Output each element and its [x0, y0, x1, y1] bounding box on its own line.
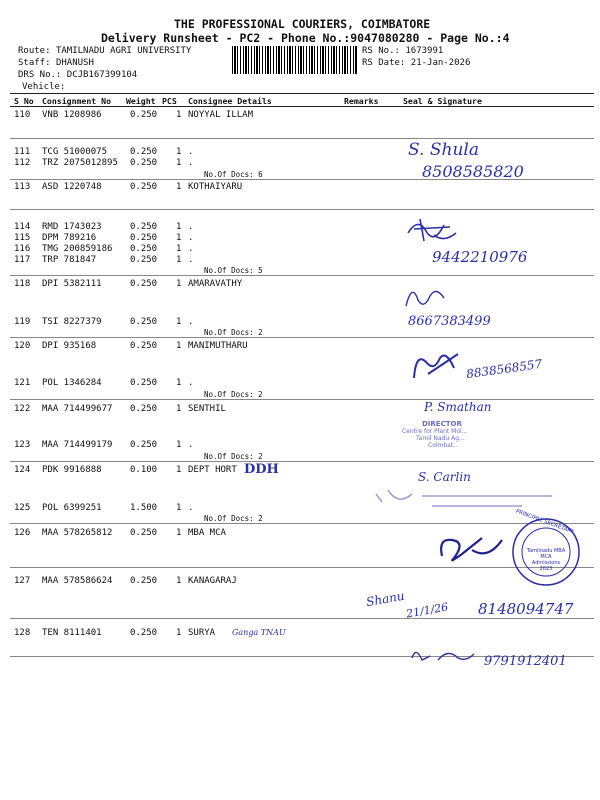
row-pcs: 1	[176, 255, 182, 265]
row-consignee: AMARAVATHY	[188, 279, 243, 289]
row-consignee: SENTHIL	[188, 404, 226, 414]
row-sno: 117	[14, 255, 31, 265]
row-pcs: 1	[176, 233, 182, 243]
col-sno: S No	[14, 96, 34, 106]
row-weight: 0.250	[130, 378, 158, 388]
row-sno: 121	[14, 378, 31, 388]
rs-no-value: 1673991	[405, 46, 444, 56]
row-sno: 119	[14, 317, 31, 327]
row-consignment: TEN 8111401	[42, 628, 102, 638]
row-sno: 118	[14, 279, 31, 289]
row-sno: 110	[14, 110, 31, 120]
row-pcs: 1	[176, 341, 182, 351]
col-seal: Seal & Signature	[403, 96, 482, 106]
row-divider	[10, 618, 594, 619]
stamp-title: DIRECTOR	[422, 420, 462, 428]
row-weight: 0.250	[130, 528, 158, 538]
table-row	[0, 440, 600, 452]
row-divider	[10, 138, 594, 139]
director-stamp	[402, 420, 467, 449]
table-row	[0, 404, 600, 416]
row-consignment: POL 1346284	[42, 378, 102, 388]
row-weight: 0.250	[130, 255, 158, 265]
row-sno: 123	[14, 440, 31, 450]
row-sno: 115	[14, 233, 31, 243]
row-pcs: 1	[176, 158, 182, 168]
signature-date: 21/1/26	[405, 600, 450, 621]
drs-value: DCJB167399104	[66, 70, 138, 80]
row-pcs: 1	[176, 378, 182, 388]
row-sno: 128	[14, 628, 31, 638]
row-consignee: KANAGARAJ	[188, 576, 237, 586]
row-consignee: .	[188, 440, 194, 450]
row-consignment: TMG 200859186	[42, 244, 113, 254]
signature-scribble	[404, 213, 464, 245]
table-row	[0, 628, 600, 640]
row-weight: 0.250	[130, 404, 158, 414]
row-weight: 0.250	[130, 341, 158, 351]
row-sno: 111	[14, 147, 31, 157]
table-row	[0, 110, 600, 122]
row-divider	[10, 209, 594, 210]
row-pcs: 1	[176, 222, 182, 232]
row-pcs: 1	[176, 404, 182, 414]
row-pcs: 1	[176, 182, 182, 192]
rs-no-line	[362, 46, 443, 56]
col-remarks: Remarks	[344, 96, 379, 106]
company-title: THE PROFESSIONAL COURIERS, COIMBATORE	[174, 17, 431, 31]
row-weight: 0.100	[130, 465, 158, 475]
row-consignee: .	[188, 158, 194, 168]
signature-name: S. Carlin	[418, 470, 471, 484]
barcode	[232, 46, 358, 74]
row-consignee: .	[188, 317, 194, 327]
signature-phone: 9791912401	[484, 654, 567, 669]
row-consignee: NOYYAL ILLAM	[188, 110, 254, 120]
table-row	[0, 182, 600, 194]
signature-scribble	[402, 280, 448, 312]
row-pcs: 1	[176, 317, 182, 327]
row-consignee: .	[188, 378, 194, 388]
docs-count: No.Of Docs: 2	[204, 514, 263, 523]
row-consignee: SURYA	[188, 628, 216, 638]
signature-name: S. Shula	[408, 140, 479, 160]
row-consignee: .	[188, 147, 194, 157]
signature-phone: 8148094747	[478, 600, 574, 618]
row-consignment: MAA 714499179	[42, 440, 113, 450]
row-pcs: 1	[176, 440, 182, 450]
table-row	[0, 341, 600, 353]
row-weight: 0.250	[130, 233, 158, 243]
signature-phone: 8508585820	[422, 162, 524, 181]
row-consignee: .	[188, 503, 194, 513]
row-pcs: 1	[176, 465, 182, 475]
staff-line	[18, 58, 94, 68]
row-weight: 0.250	[130, 244, 158, 254]
signature-phone: 8667383499	[408, 314, 491, 329]
rs-date-line	[362, 58, 470, 68]
stamp-line: Tamil Nadu Ag...	[416, 435, 465, 442]
row-weight: 0.250	[130, 110, 158, 120]
row-sno: 116	[14, 244, 31, 254]
principal-stamp-sub: Tamilnadu MBA MCA Admissions 2023	[526, 548, 566, 572]
row-consignment: MAA 578586624	[42, 576, 113, 586]
drs-line	[18, 70, 137, 80]
row-sno: 126	[14, 528, 31, 538]
col-consignee: Consignee Details	[188, 96, 272, 106]
route-line	[18, 46, 191, 56]
route-value: TAMILNADU AGRI UNIVERSITY	[55, 46, 192, 56]
docs-count: No.Of Docs: 2	[204, 328, 263, 337]
row-consignment: RMD 1743023	[42, 222, 102, 232]
row-weight: 1.500	[130, 503, 158, 513]
stamp-line: Coimbat...	[428, 442, 459, 449]
row-weight: 0.250	[130, 279, 158, 289]
row-consignee: .	[188, 233, 194, 243]
surya-note: Ganga TNAU	[232, 628, 286, 637]
stamp-line: Centre for Plant Mol...	[402, 428, 468, 435]
row-consignee: DEPT HORT	[188, 465, 237, 475]
office-stamp	[372, 486, 572, 512]
row-consignment: MAA 578265812	[42, 528, 113, 538]
docs-count: No.Of Docs: 6	[204, 170, 263, 179]
row-pcs: 1	[176, 576, 182, 586]
row-consignment: VNB 1208986	[42, 110, 102, 120]
principal-stamp-title: PRINCIPAL SECRETARY	[514, 508, 575, 536]
signature-phone: 8838568557	[465, 356, 543, 382]
drs-label: DRS No.:	[18, 70, 62, 80]
row-weight: 0.250	[130, 440, 158, 450]
row-divider	[10, 275, 594, 276]
table-row	[0, 465, 600, 477]
row-consignee: .	[188, 255, 194, 265]
row-pcs: 1	[176, 147, 182, 157]
row-sno: 120	[14, 341, 31, 351]
signature-phone: 9442210976	[432, 248, 528, 266]
signature-scribble	[408, 348, 464, 384]
row-sno: 113	[14, 182, 31, 192]
row-pcs: 1	[176, 279, 182, 289]
vehicle-label: Vehicle:	[22, 82, 66, 92]
table-row	[0, 279, 600, 291]
row-consignment: PDK 9916888	[42, 465, 102, 475]
route-label: Route:	[18, 46, 51, 56]
row-consignee: KOTHAIYARU	[188, 182, 243, 192]
row-consignment: TRZ 2075012895	[42, 158, 118, 168]
row-pcs: 1	[176, 528, 182, 538]
row-weight: 0.250	[130, 628, 158, 638]
header-rule-top	[10, 93, 594, 94]
row-weight: 0.250	[130, 147, 158, 157]
col-consignment: Consignment No	[42, 96, 112, 106]
row-consignee: MANIMUTHARU	[188, 341, 248, 351]
signature-scribble	[408, 642, 478, 666]
row-pcs: 1	[176, 628, 182, 638]
row-consignment: TSI 8227379	[42, 317, 102, 327]
staff-label: Staff:	[18, 58, 51, 68]
row-pcs: 1	[176, 503, 182, 513]
row-consignment: POL 6399251	[42, 503, 102, 513]
row-divider	[10, 399, 594, 400]
row-sno: 127	[14, 576, 31, 586]
row-sno: 112	[14, 158, 31, 168]
rs-no-label: RS No.:	[362, 46, 400, 56]
row-sno: 114	[14, 222, 31, 232]
row-consignee: MBA MCA	[188, 528, 226, 538]
row-sno: 122	[14, 404, 31, 414]
staff-value: DHANUSH	[55, 58, 94, 68]
col-pcs: PCS	[162, 96, 177, 106]
runsheet-subtitle: Delivery Runsheet - PC2 - Phone No.:9047080280 - Page No.:4	[101, 31, 510, 45]
row-consignment: DPI 935168	[42, 341, 97, 351]
ddh-note: DDH	[244, 462, 279, 477]
row-pcs: 1	[176, 110, 182, 120]
row-consignee: .	[188, 222, 194, 232]
row-weight: 0.250	[130, 222, 158, 232]
docs-count: No.Of Docs: 5	[204, 266, 263, 275]
row-consignment: TCG 51000075	[42, 147, 108, 157]
signature-scribble	[432, 530, 512, 570]
row-consignment: MAA 714499677	[42, 404, 113, 414]
col-weight: Weight	[126, 96, 156, 106]
row-consignment: DPM 789216	[42, 233, 97, 243]
row-weight: 0.250	[130, 576, 158, 586]
row-consignment: ASD 1220748	[42, 182, 102, 192]
signature-name: P. Smathan	[424, 400, 492, 414]
row-consignee: .	[188, 244, 194, 254]
rs-date-label: RS Date:	[362, 58, 406, 68]
row-pcs: 1	[176, 244, 182, 254]
rs-date-value: 21-Jan-2026	[410, 58, 471, 68]
row-consignment: DPI 5382111	[42, 279, 102, 289]
table-row	[0, 378, 600, 390]
row-divider	[10, 523, 594, 524]
row-sno: 124	[14, 465, 31, 475]
row-divider	[10, 337, 594, 338]
docs-count: No.Of Docs: 2	[204, 452, 263, 461]
table-row	[0, 317, 600, 329]
row-consignment: TRP 781847	[42, 255, 97, 265]
row-weight: 0.250	[130, 317, 158, 327]
row-sno: 125	[14, 503, 31, 513]
signature-name: Shanu	[365, 588, 406, 610]
row-divider	[10, 461, 594, 462]
row-weight: 0.250	[130, 182, 158, 192]
header-rule-bottom	[10, 106, 594, 107]
row-weight: 0.250	[130, 158, 158, 168]
docs-count: No.Of Docs: 2	[204, 390, 263, 399]
